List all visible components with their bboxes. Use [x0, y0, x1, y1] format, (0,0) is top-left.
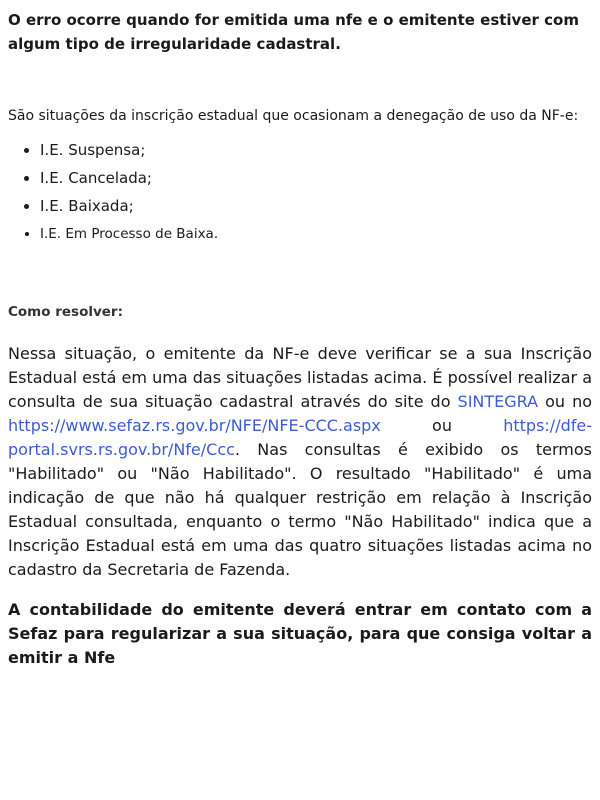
list-item: • I.E. Suspensa; [40, 136, 592, 164]
list-item: • I.E. Baixada; [40, 192, 592, 220]
sefaz-ccc-link[interactable]: https://www.sefaz.rs.gov.br/NFE/NFE-CCC.aspx [8, 416, 381, 435]
resolution-text-3: ou [380, 416, 504, 435]
how-to-heading: Como resolver: [8, 304, 123, 320]
resolution-text-4: . Nas consultas é exibido os termos "Habilitado" ou "Não Habilitado". O resultado "Habilitado" é uma indicação de que não há qualquer restrição em relação à Inscrição Estadual consultada, enquanto o termo "Não Habilitado" indica que a Inscrição Estadual está em uma das quatro situações listadas acima no cadastro da Secretaria de Fazenda. [8, 440, 592, 579]
closing-text: A contabilidade do emitente deverá entrar em contato com a Sefaz para regularizar a sua situação, para que consiga voltar a emitir a Nfe [8, 600, 592, 667]
situations-list [8, 136, 592, 248]
resolution-text-1: Nessa situação, o emitente da NF-e deve verificar se a sua Inscrição Estadual está em uma das situações listadas acima. É possível realizar a consulta de sua situação cadastral através do site do [8, 344, 592, 411]
resolution-text-2: ou no [538, 392, 593, 411]
situations-intro: São situações da inscrição estadual que ocasionam a denegação de uso da NF-e: [8, 108, 579, 124]
dfe-portal-link[interactable]: https://dfe-portal.svrs.rs.gov.br/Nfe/Ccc [8, 416, 592, 459]
list-item: • I.E. Em Processo de Baixa. [40, 220, 592, 248]
intro-text: O erro ocorre quando for emitida uma nfe e o emitente estiver com algum tipo de irregularidade cadastral. [8, 11, 579, 53]
resolution-paragraph [8, 342, 592, 582]
list-item: • I.E. Cancelada; [40, 164, 592, 192]
sintegra-link[interactable]: SINTEGRA [457, 392, 539, 411]
